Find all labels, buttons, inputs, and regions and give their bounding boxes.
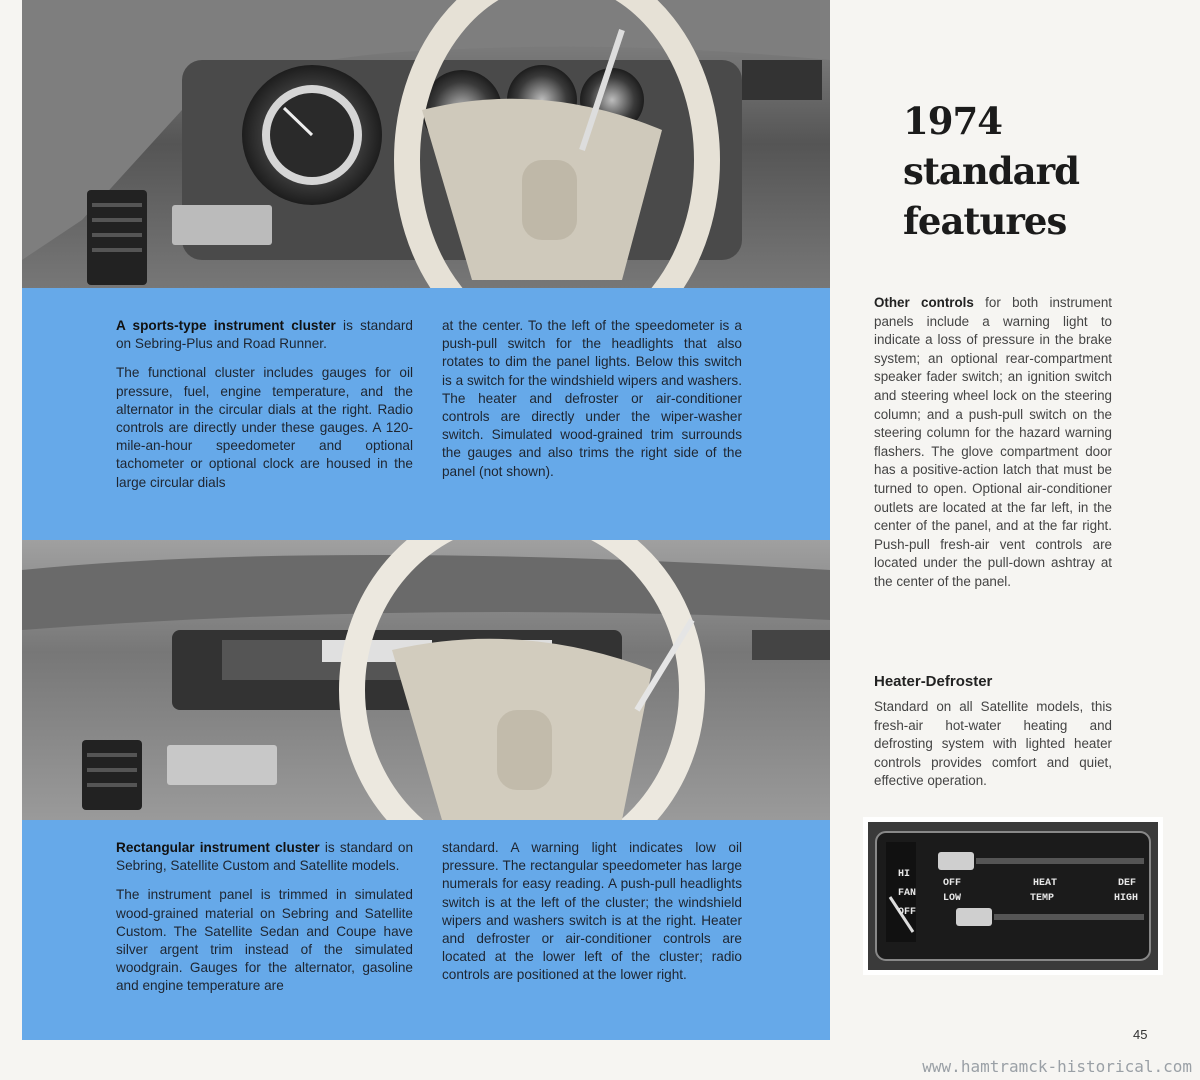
low-label: LOW xyxy=(943,893,962,904)
other-controls-heading: Other controls xyxy=(874,295,974,310)
sports-cluster-photo xyxy=(22,0,830,288)
heater-controls-photo xyxy=(863,817,1163,975)
page-title xyxy=(903,96,1079,246)
temp-label: TEMP xyxy=(1030,893,1055,904)
high-label: HIGH xyxy=(1114,893,1139,904)
page-number: 45 xyxy=(1133,1027,1148,1042)
rectangular-cluster-photo xyxy=(22,540,830,820)
other-controls-body: for both instrument panels include a warning light to indicate a loss of pressure in the brake system; an optional rear-compartment speaker fader switch; an ignition switch and steering wheel lock on the steering column; and a push-pull switch on the steering column for the hazard warning flashers. The glove compartment door has a positive-action latch that must be turned to open. Optional air-conditioner outlets are located at the far left, in the center of the panel, and at the far right. Push-pull fresh-air vent controls are located under the pull-down ashtray at the center of the panel. xyxy=(874,295,1112,589)
heater-defroster-text: Standard on all Satellite models, this fresh-air hot-water heating and defrosting system with lighted heater controls provides comfort and quiet, effective operation. xyxy=(874,699,1112,789)
rectangular-cluster-text-col2: standard. A warning light indicates low oil pressure. The rectangular speedometer has large numerals for easy reading. A push-pull headlights switch is at the left of the cluster; the windshield wipers and washers switch is at the right. Heater and defroster or air-conditioner controls are located at the lower left of the cluster; radio controls are positioned at the lower right. xyxy=(442,840,742,983)
sports-cluster-paragraph: The functional cluster includes gauges for oil pressure, fuel, engine temperature, and the alternator in the circular dials at the right. Radio controls are directly under these gauges. A 120-mile-an-hour speedometer and optional tachometer or optional clock are housed in the large circular dials xyxy=(116,365,413,490)
sports-cluster-panel xyxy=(22,288,830,540)
sports-cluster-intro: is standard on Sebring-Plus and Road Runner. xyxy=(116,318,413,352)
other-controls-text xyxy=(874,294,1112,592)
rectangular-cluster-heading: Rectangular instrument cluster xyxy=(116,840,320,855)
title-line-year: 1974 xyxy=(903,99,1002,143)
title-line-features: features xyxy=(903,199,1067,243)
temp-off-label: OFF xyxy=(943,878,962,889)
rectangular-cluster-intro: is standard on Sebring, Satellite Custom and Satellite models. xyxy=(116,840,414,874)
sports-cluster-heading: A sports-type instrument cluster xyxy=(116,318,336,333)
rectangular-cluster-panel xyxy=(22,820,830,1040)
heat-label: HEAT xyxy=(1033,878,1058,889)
title-line-standard: standard xyxy=(903,149,1080,193)
heater-defroster-heading: Heater-Defroster xyxy=(874,673,993,690)
fan-label: FAN xyxy=(898,888,917,899)
rectangular-cluster-paragraph: The instrument panel is trimmed in simulated wood-grained material on Sebring and Satellite Custom. The Satellite Sedan and Coupe have silver argent trim instead of the simulated woodgrain. Gauges for the alternator, gasoline and engine temperature are xyxy=(116,887,413,994)
sports-cluster-text-col1 xyxy=(116,317,413,503)
source-watermark: www.hamtramck-historical.com xyxy=(922,1057,1192,1076)
rectangular-cluster-text-col1 xyxy=(116,839,413,1007)
fan-off-label: OFF xyxy=(898,907,917,918)
hi-label: HI xyxy=(898,869,911,880)
def-label: DEF xyxy=(1118,878,1137,889)
sports-cluster-text-col2: at the center. To the left of the speedometer is a push-pull switch for the headlights that also rotates to dim the panel lights. Below this switch is a switch for the windshield wipers and washers. The heater and defroster or air-conditioner controls are directly under the wiper-washer switch. Simulated wood-grained trim surrounds the gauges and also trims the right side of the panel (not shown). xyxy=(442,318,742,479)
